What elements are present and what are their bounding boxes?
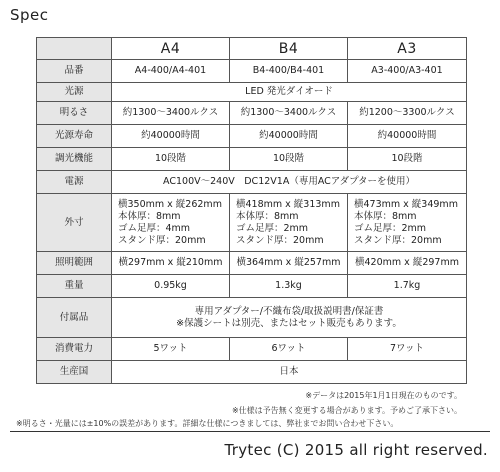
row-label: 重量 <box>37 275 112 298</box>
cell-value: 0.95kg <box>112 275 230 298</box>
row-origin <box>37 361 467 384</box>
dimension-line: スタンド厚：20mm <box>354 234 442 246</box>
dimension-line: 横418mm x 縦313mm <box>236 198 340 210</box>
page-title: Spec <box>10 6 49 24</box>
cell-value: 約40000時間 <box>348 125 467 148</box>
dimension-line: 本体厚：8mm <box>118 210 181 222</box>
cell-value <box>112 194 230 252</box>
row-dimensions <box>37 194 467 252</box>
row-accessories <box>37 298 467 338</box>
dimension-line: スタンド厚：20mm <box>236 234 324 246</box>
row-label: 生産国 <box>37 361 112 384</box>
footer-copyright: Trytec (C) 2015 all right reserved. <box>224 441 488 459</box>
note-brightness-tolerance: ※明るさ・光量には±10%の誤差があります。詳細な仕様につきましては、弊社までお問い合わせ下さい。 <box>16 419 399 428</box>
cell-value: 約40000時間 <box>230 125 348 148</box>
cell-value: LED 発光ダイオード <box>112 83 467 102</box>
cell-value: 10段階 <box>230 148 348 171</box>
spec-table <box>36 37 467 384</box>
cell-value: 約40000時間 <box>112 125 230 148</box>
header-row <box>37 38 467 60</box>
cell-value: A3-400/A3-401 <box>348 60 467 83</box>
cell-value: 約1300～3400ルクス <box>230 102 348 125</box>
cell-value: 約1300～3400ルクス <box>112 102 230 125</box>
row-illumination-area <box>37 252 467 275</box>
row-label: 調光機能 <box>37 148 112 171</box>
row-model <box>37 60 467 83</box>
dimension-line: ゴム足厚：2mm <box>354 222 427 234</box>
row-dimming <box>37 148 467 171</box>
accessories-line: ※保護シートは別売、またはセット販売もあります。 <box>176 317 402 329</box>
row-power <box>37 171 467 194</box>
row-weight <box>37 275 467 298</box>
cell-value: 10段階 <box>112 148 230 171</box>
column-header-b4: B4 <box>230 38 348 60</box>
row-label: 光源 <box>37 83 112 102</box>
row-light-source <box>37 83 467 102</box>
cell-value: 10段階 <box>348 148 467 171</box>
row-brightness <box>37 102 467 125</box>
cell-value: 横297mm x 縦210mm <box>112 252 230 275</box>
cell-value: 日本 <box>112 361 467 384</box>
column-header-a4: A4 <box>112 38 230 60</box>
dimension-line: スタンド厚：20mm <box>118 234 206 246</box>
cell-value: AC100V～240V DC12V1A（専用ACアダプターを使用） <box>112 171 467 194</box>
header-corner <box>37 38 112 60</box>
note-spec-change: ※仕様は予告無く変更する場合があります。予めご了承下さい。 <box>231 406 462 415</box>
row-label: 光源寿命 <box>37 125 112 148</box>
dimension-line: 横350mm x 縦262mm <box>118 198 222 210</box>
cell-value <box>112 298 467 338</box>
cell-value: A4-400/A4-401 <box>112 60 230 83</box>
cell-value: 横364mm x 縦257mm <box>230 252 348 275</box>
dimension-line: 本体厚：8mm <box>236 210 299 222</box>
row-label: 付属品 <box>37 298 112 338</box>
cell-value: B4-400/B4-401 <box>230 60 348 83</box>
cell-value: 1.7kg <box>348 275 467 298</box>
cell-value: 5ワット <box>112 338 230 361</box>
dimension-line: ゴム足厚：4mm <box>118 222 191 234</box>
cell-value: 横420mm x 縦297mm <box>348 252 467 275</box>
cell-value: 6ワット <box>230 338 348 361</box>
cell-value: 1.3kg <box>230 275 348 298</box>
row-lifespan <box>37 125 467 148</box>
cell-value: 7ワット <box>348 338 467 361</box>
row-label: 外寸 <box>37 194 112 252</box>
cell-value <box>230 194 348 252</box>
dimension-line: 本体厚：8mm <box>354 210 417 222</box>
dimension-line: 横473mm x 縦349mm <box>354 198 458 210</box>
row-label: 消費電力 <box>37 338 112 361</box>
row-label: 電源 <box>37 171 112 194</box>
cell-value <box>348 194 467 252</box>
row-consumption <box>37 338 467 361</box>
column-header-a3: A3 <box>348 38 467 60</box>
accessories-line: 専用アダプター/不織布袋/取扱説明書/保証書 <box>194 305 384 317</box>
row-label: 明るさ <box>37 102 112 125</box>
note-data-date: ※データは2015年1月1日現在のものです。 <box>305 391 462 400</box>
dimension-line: ゴム足厚：2mm <box>236 222 309 234</box>
cell-value: 約1200～3300ルクス <box>348 102 467 125</box>
row-label: 品番 <box>37 60 112 83</box>
footer-divider <box>10 431 490 432</box>
row-label: 照明範囲 <box>37 252 112 275</box>
